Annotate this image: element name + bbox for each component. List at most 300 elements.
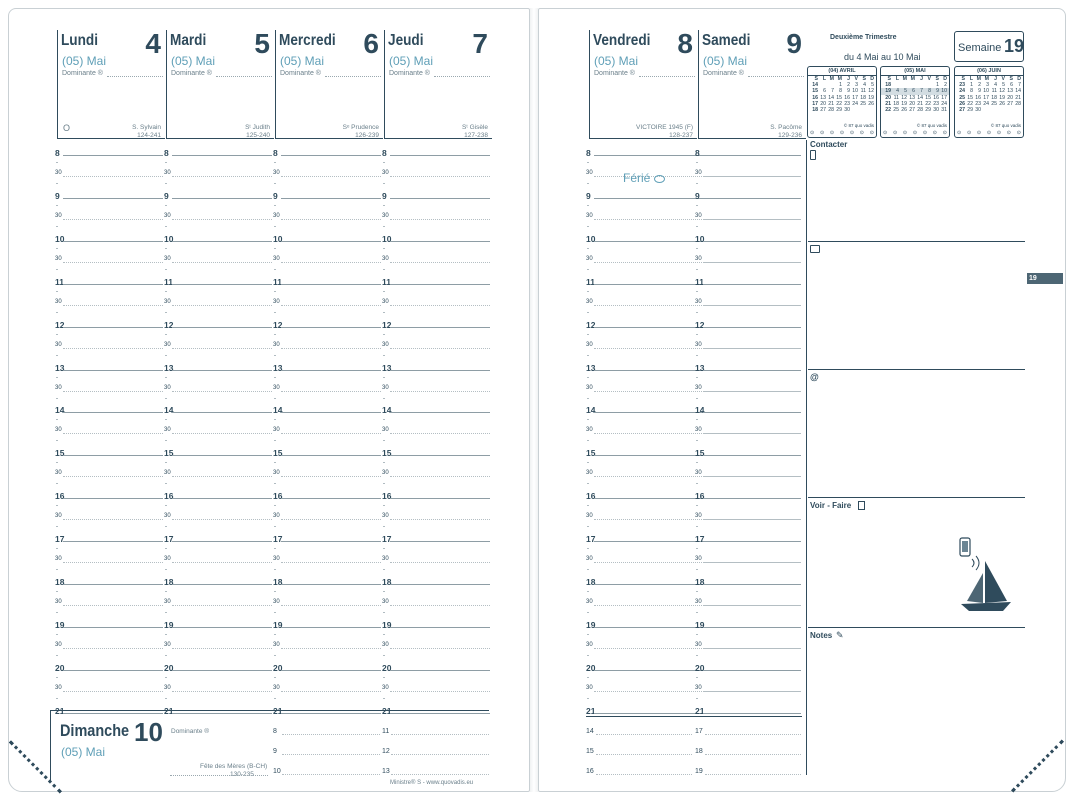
mini-calendar-day: 22 [967,100,973,107]
half-line [172,648,272,649]
left-day-header [166,30,274,139]
hour-column [164,148,272,714]
half-label: 30 [695,599,702,605]
hour-label: 8 [273,148,278,158]
hour-line [63,370,163,371]
mini-calendar-day: 26 [901,107,907,114]
mini-calendar-day: 15 [967,94,973,101]
mini-calendar-day: 27 [820,107,826,114]
dash-mark: - [274,417,276,424]
month-dot-icon: ⊙ [957,130,962,136]
mini-calendar-day: 30 [933,107,939,114]
hour-line [703,713,801,714]
half-label: 30 [695,170,702,176]
dash-mark: - [165,202,167,209]
bottom-hour: 14 [586,728,594,735]
half-line [390,519,490,520]
mini-calendar-day: 31 [941,107,947,114]
mini-calendar-footer: © 87 quo vadis [843,123,874,128]
dash-mark: - [383,181,385,187]
month-dot-icon: ⊙ [1016,130,1021,136]
mini-calendar-day: 12 [901,94,907,101]
half-label: 30 [164,470,171,477]
email-icon: @ [810,372,819,382]
dominante-label: Dominante ® [280,70,321,77]
mini-calendar-day: 11 [991,88,997,95]
mini-calendar-day: 9 [936,88,939,95]
dash-mark: - [56,567,58,574]
month-dot-icon: ⊙ [839,130,845,136]
day-month: (05) Mai [171,54,216,68]
dash-mark: - [274,503,276,510]
half-line [281,562,381,563]
hour-line [390,627,490,628]
month-dot-icon: ⊙ [883,130,888,136]
hour-line [703,412,801,413]
date-range: du 4 Mai au 10 Mai [844,52,921,62]
mini-calendar-day [997,107,1005,113]
month-dot-icon: ⊙ [986,130,992,136]
half-line [703,562,801,563]
sunday-line [282,754,380,755]
day-month: (05) Mai [389,54,434,68]
saint-name: S. Sylvain [132,124,161,131]
half-line [703,605,801,606]
mini-calendar-day: 22 [885,107,891,114]
half-line [390,219,490,220]
hour-label: 12 [55,319,65,330]
left-day-header [384,30,492,139]
bottom-line [705,754,801,755]
half-label: 30 [164,427,171,434]
half-label: 30 [586,470,593,477]
mini-calendar-day: 14 [828,94,834,101]
mini-calendar-day: 6 [912,88,915,95]
half-line [281,433,381,434]
hour-line [63,670,163,671]
dominante-line [434,76,490,77]
dash-mark: - [696,589,698,595]
dash-mark: - [383,438,385,445]
mini-calendar-day: 19 [901,100,907,107]
month-dot-icon: ⊙ [810,130,815,136]
dash-mark: - [274,652,276,659]
mini-calendar-day: 24 [941,100,947,107]
mini-calendar-months [957,130,1021,136]
month-dot-icon: ⊙ [849,130,855,136]
day-month: (05) Mai [280,54,325,68]
mini-calendar-day: 15 [812,88,818,95]
half-line [281,476,381,477]
bottom-hour: 17 [695,728,703,735]
mini-calendar-day: 23 [844,100,850,107]
mini-calendar-day: 19 [999,94,1005,101]
dash-mark: - [165,288,167,295]
half-line [63,305,163,306]
saint-block [132,124,161,140]
hour-line [63,541,163,542]
hour-line [281,455,381,456]
half-line [172,519,272,520]
mini-calendar-day: 20 [885,94,891,101]
saint-name: Sᵗ Judith [245,124,270,131]
hour-line [703,541,801,542]
dash-mark: - [274,352,276,359]
hour-line [703,198,801,199]
day-name: Mercredi [279,32,336,49]
dash-mark: - [696,460,698,467]
mini-calendar-day: 30 [975,107,981,114]
hour-label: 21 [55,705,65,716]
dash-mark: - [696,331,698,338]
bottom-line [596,774,692,775]
dash-mark: - [56,589,58,595]
bottom-line [596,754,692,755]
hour-line [63,498,163,499]
half-line [172,691,272,692]
dash-mark: - [274,610,276,616]
hour-line [390,370,490,371]
week-number: 19 [1004,36,1025,56]
hour-line [281,241,381,242]
hour-label: 15 [695,448,705,459]
hour-label: 19 [695,619,705,630]
sunday-name: Dimanche [60,721,130,740]
weekday-label: S [814,76,818,82]
saint-block [636,124,693,140]
half-line [63,476,163,477]
hour-line [390,584,490,585]
saint-block [343,124,379,140]
half-label: 30 [164,298,171,305]
weekday-label: V [854,76,858,82]
dash-mark: - [696,223,698,230]
half-line [703,476,801,477]
dominante-line [216,76,272,77]
dash-mark: - [165,674,167,681]
dash-mark: - [56,610,58,616]
weekday-label: V [927,76,931,82]
dash-mark: - [587,202,589,209]
half-line [703,262,801,263]
dominante-label: Dominante ® [171,70,212,77]
dash-mark: - [587,695,589,702]
sunday-line [282,774,380,775]
day-name: Lundi [61,32,99,49]
half-label: 30 [382,427,389,434]
dash-mark: - [696,631,698,638]
mini-calendar-day: 3 [986,82,989,89]
mini-calendar-day: 7 [1018,82,1021,89]
saint-name: Sᵉ Prudence [342,124,379,131]
hour-column [55,148,163,714]
dash-mark: - [696,181,698,187]
left-day-header [275,30,383,139]
hour-line [703,584,801,585]
dash-mark: - [165,395,167,402]
dash-mark: - [696,503,698,510]
hour-label: 16 [164,491,174,502]
half-label: 30 [382,255,389,262]
mini-calendar-day: 10 [941,88,947,95]
month-dot-icon: ⊙ [922,130,928,136]
dash-mark: - [587,374,589,381]
hour-line [281,327,381,328]
dash-mark: - [56,223,58,230]
day-month: (05) Mai [703,54,748,68]
hour-line [63,412,163,413]
half-label: 30 [55,513,62,520]
week-label: Semaine [958,42,1002,54]
dash-mark: - [56,331,58,338]
half-line [172,476,272,477]
hour-label: 21 [164,705,174,716]
half-label: 30 [273,170,280,176]
mini-calendar-day: 1 [970,82,973,89]
hour-label: 8 [55,148,60,158]
dash-mark: - [165,652,167,659]
weekday-label: S [887,76,891,82]
dash-mark: - [274,481,276,488]
weekday-label: M [984,76,989,82]
dash-mark: - [383,589,385,595]
week-box [954,31,1024,62]
hour-label: 19 [273,619,283,630]
month-dot-icon: ⊙ [912,130,918,136]
half-label: 30 [382,641,389,648]
mini-calendar-day: 18 [991,94,997,101]
mini-calendar-day [989,107,997,113]
dash-mark: - [165,223,167,230]
day-number: 8 [677,28,693,59]
dash-mark: - [56,245,58,252]
mini-calendar-day: 14 [917,94,923,101]
half-label: 30 [382,470,389,477]
dash-mark: - [696,266,698,273]
dash-mark: - [165,245,167,252]
half-label: 30 [164,384,171,391]
sunday-hour: 8 [273,728,277,735]
half-line [281,262,381,263]
mini-calendar-day: 22 [925,100,931,107]
mini-calendar-day: 23 [975,100,981,107]
hour-line [172,627,272,628]
half-label: 30 [695,212,702,219]
dash-mark: - [587,589,589,595]
hour-label: 13 [586,362,596,373]
mini-calendar-day: 11 [860,88,866,95]
hour-label: 18 [382,577,392,587]
half-label: 30 [164,599,171,605]
moon-icon: O [63,123,71,133]
bottom-line [596,734,692,735]
dash-mark: - [274,181,276,187]
hour-label: 21 [586,705,596,716]
day-of-year: 126-239 [355,132,379,139]
dash-mark: - [165,417,167,424]
hour-label: 11 [164,276,173,287]
dash-mark: - [274,245,276,252]
dash-mark: - [383,674,385,681]
mini-calendar-day: 10 [983,88,989,95]
day-name: Mardi [170,32,207,49]
mini-calendar-day: 17 [812,100,818,107]
dash-mark: - [383,546,385,553]
hour-line [63,155,163,156]
hour-label: 10 [586,233,596,244]
mini-calendar-day: 11 [893,94,899,101]
day-of-year: 124-241 [137,132,161,139]
sunday-hour: 11 [382,728,390,735]
dash-mark: - [587,395,589,402]
dash-mark: - [165,695,167,702]
half-label: 30 [55,341,62,348]
dash-mark: - [696,567,698,574]
dash-mark: - [383,481,385,488]
sunday-hour: 10 [273,768,281,775]
half-label: 30 [273,470,280,477]
mini-calendar [807,66,877,138]
dash-mark: - [696,417,698,424]
weekday-label: J [847,76,850,82]
half-line [172,391,272,392]
month-dot-icon: ⊙ [932,130,937,136]
dash-mark: - [165,589,167,595]
dash-mark: - [587,309,589,316]
hour-label: 15 [55,448,65,459]
hour-line [172,584,272,585]
half-line [703,391,801,392]
dash-mark: - [587,352,589,359]
dash-mark: - [56,181,58,187]
hour-line [172,241,272,242]
mini-calendar-day: 2 [847,82,850,89]
hour-line [390,327,490,328]
half-label: 30 [382,684,389,691]
dash-mark: - [587,417,589,424]
right-bottom-rule [586,716,802,717]
dash-mark: - [587,610,589,616]
dash-mark: - [383,695,385,702]
hour-line [281,155,381,156]
dash-mark: - [587,223,589,230]
half-label: 30 [586,684,593,691]
sunday-number: 10 [134,717,163,747]
weekday-label: S [1009,76,1013,82]
mini-calendar-day: 19 [868,94,874,101]
hour-line [703,327,801,328]
dash-mark: - [696,374,698,381]
hour-label: 20 [586,662,596,673]
weekday-label: M [910,76,915,82]
half-line [703,176,801,177]
dash-mark: - [587,438,589,445]
dash-mark: - [587,331,589,338]
dash-mark: - [165,160,167,166]
month-dot-icon: ⊙ [1006,130,1011,136]
mini-calendar-day: 12 [999,88,1005,95]
hour-label: 18 [586,577,596,587]
hour-line [63,284,163,285]
boat-illustration [955,533,1015,618]
sunday-hour: 9 [273,748,277,755]
half-label: 30 [586,641,593,648]
hour-column [273,148,381,714]
mini-calendar-row [808,107,876,113]
dash-mark: - [696,524,698,531]
hour-label: 17 [273,534,283,545]
dash-mark: - [274,589,276,595]
half-label: 30 [273,384,280,391]
hour-label: 11 [382,276,391,287]
dominante-label: Dominante ® [389,70,430,77]
sunday-line [391,754,489,755]
mini-calendar-day: 20 [909,100,915,107]
hour-line [281,284,381,285]
mini-calendar-day: 26 [959,100,965,107]
dash-mark: - [383,395,385,402]
mini-calendar-day: 27 [959,107,965,114]
dash-mark: - [383,160,385,166]
hour-line [172,498,272,499]
hour-label: 15 [586,448,596,459]
half-line [63,176,163,177]
hour-label: 12 [164,319,174,330]
month-dot-icon: ⊙ [966,130,972,136]
hour-line [281,498,381,499]
dominante-label: Dominante ® [62,70,103,77]
hour-label: 13 [695,362,705,373]
dash-mark: - [165,374,167,381]
mini-calendar-day: 9 [978,88,981,95]
dash-mark: - [383,652,385,659]
hour-label: 14 [164,405,174,416]
half-label: 30 [695,470,702,477]
mini-calendar-day: 24 [959,88,965,95]
week-tab[interactable]: 19 [1027,273,1063,284]
dash-mark: - [274,546,276,553]
hour-label: 8 [695,148,700,158]
mini-calendar-day: 7 [831,88,834,95]
saint-block [462,124,488,140]
hour-line [172,670,272,671]
dash-mark: - [587,481,589,488]
half-line [172,562,272,563]
book-gutter [530,8,538,792]
mini-calendar-day: 25 [860,100,866,107]
hour-label: 10 [273,233,283,244]
half-label: 30 [382,513,389,520]
mini-calendar-day: 6 [823,88,826,95]
hour-label: 13 [164,362,174,373]
mini-calendar-day: 5 [904,88,907,95]
month-dot-icon: ⊙ [859,130,864,136]
hour-label: 21 [273,705,283,716]
hour-label: 9 [382,190,387,201]
dash-mark: - [696,674,698,681]
dash-mark: - [56,395,58,402]
half-line [63,262,163,263]
sunday-line [391,734,489,735]
mini-calendar-months [883,130,947,136]
half-line [703,691,801,692]
half-label: 30 [695,341,702,348]
hour-label: 19 [586,619,596,630]
footer-text: Ministre® S - www.quovadis.eu [390,780,474,786]
half-line [703,433,801,434]
hour-line [703,284,801,285]
hour-label: 17 [695,534,705,545]
